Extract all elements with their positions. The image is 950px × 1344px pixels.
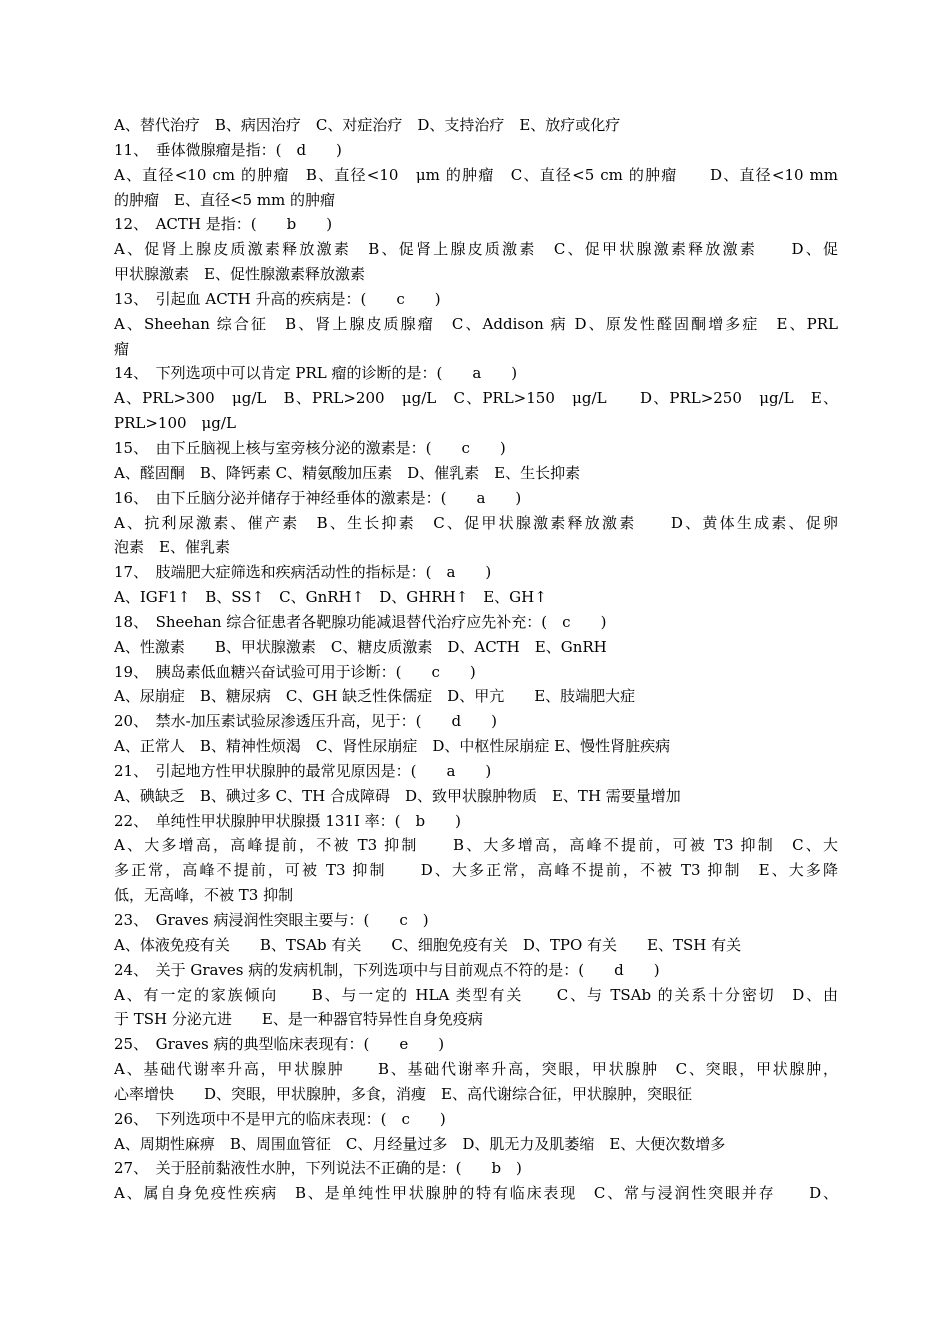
text-line-18: 泡素 E、催乳素 (114, 538, 230, 557)
text-line-6: A、促肾上腺皮质激素释放激素 B、促肾上腺皮质激素 C、促甲状腺激素释放激素 D、促 (114, 240, 838, 259)
text-line-22: A、性激素 B、甲状腺激素 C、糖皮质激素 D、ACTH E、GnRH (114, 637, 607, 656)
text-line-20: A、IGF1↑ B、SS↑ C、GnRH↑ D、GHRH↑ E、GH↑ (114, 588, 547, 607)
question-27: 27、 关于胫前黏液性水肿，下列说法不正确的是：( b ) (114, 1159, 522, 1178)
question-24: 24、 关于 Graves 病的发病机制，下列选项中与目前观点不符的是：( d ) (114, 960, 660, 979)
question-26: 26、 下列选项中不是甲亢的临床表现：( c ) (114, 1109, 446, 1128)
text-line-3: A、直径<10 cm 的肿瘤 B、直径<10 μm 的肿瘤 C、直径<5 cm 的肿瘤 D、直径<10 mm (114, 165, 838, 184)
text-line-26: A、正常人 B、精神性烦渴 C、肾性尿崩症 D、中枢性尿崩症 E、慢性肾脏疾病 (114, 737, 671, 756)
question-22: 22、 单纯性甲状腺肿甲状腺摄 131I 率：( b ) (114, 811, 461, 830)
text-line-4: 的肿瘤 E、直径<5 mm 的肿瘤 (114, 190, 336, 209)
text-line-40: 心率增快 D、突眼，甲状腺肿，多食，消瘦 E、高代谢综合征，甲状腺肿，突眼征 (114, 1084, 692, 1103)
question-23: 23、 Graves 病浸润性突眼主要与：( c ) (114, 911, 429, 929)
question-15: 15、 由下丘脑视上核与室旁核分泌的激素是：( c ) (114, 438, 506, 457)
question-21: 21、 引起地方性甲状腺肿的最常见原因是：( a ) (114, 761, 492, 780)
question-17: 17、 肢端肥大症筛选和疾病活动性的指标是：( a ) (114, 563, 492, 582)
question-20: 20、 禁水-加压素试验尿渗透压升高，见于：( d ) (114, 712, 497, 731)
text-line-32: 低，无高峰，不被 T3 抑制 (114, 886, 294, 905)
text-line-10: 瘤 (114, 339, 130, 358)
text-line-1: A、替代治疗 B、病因治疗 C、对症治疗 D、支持治疗 E、放疗或化疗 (114, 116, 621, 134)
text-line-12: A、PRL>300 μg/L B、PRL>200 μg/L C、PRL>150 μg/L D、PRL>250 μg/L E、 (114, 389, 838, 408)
text-line-7: 甲状腺激素 E、促性腺激素释放激素 (114, 265, 365, 284)
text-line-30: A、大多增高，高峰提前，不被 T3 抑制 B、大多增高，高峰不提前，可被 T3 抑制 C、大 (114, 836, 838, 855)
text-line-9: A、Sheehan 综合征 B、肾上腺皮质腺瘤 C、Addison 病 D、原发性醛固酮增多症 E、PRL (114, 314, 838, 333)
question-18: 18、 Sheehan 综合征患者各靶腺功能减退替代治疗应先补充：( c ) (114, 612, 607, 631)
question-12: 12、 ACTH 是指：( b ) (114, 215, 333, 234)
text-line-13: PRL>100 μg/L (114, 414, 236, 433)
text-line-34: A、体液免疫有关 B、TSAb 有关 C、细胞免疫有关 D、TPO 有关 E、TSH 有关 (114, 935, 742, 954)
question-14: 14、 下列选项中可以肯定 PRL 瘤的诊断的是：( a ) (114, 364, 518, 383)
question-16: 16、 由下丘脑分泌并储存于神经垂体的激素是：( a ) (114, 488, 522, 507)
text-line-36: A、有一定的家族倾向 B、与一定的 HLA 类型有关 C、与 TSAb 的关系十分密切 D、由 (114, 985, 838, 1004)
text-line-44: A、属自身免疫性疾病 B、是单纯性甲状腺肿的特有临床表现 C、常与浸润性突眼并存 D、 (114, 1184, 838, 1203)
text-line-28: A、碘缺乏 B、碘过多 C、TH 合成障碍 D、致甲状腺肿物质 E、TH 需要量增加 (114, 786, 681, 805)
text-line-31: 多正常，高峰不提前，可被 T3 抑制 D、大多正常，高峰不提前，不被 T3 抑制 E、大多降 (114, 861, 838, 880)
question-11: 11、 垂体微腺瘤是指：( d ) (114, 140, 342, 159)
text-line-39: A、基础代谢率升高，甲状腺肿 B、基础代谢率升高，突眼，甲状腺肿 C、突眼，甲状腺肿， (114, 1060, 838, 1079)
document-page (114, 113, 838, 1206)
text-line-24: A、尿崩症 B、糖尿病 C、GH 缺乏性侏儒症 D、甲亢 E、肢端肥大症 (114, 687, 636, 706)
question-13: 13、 引起血 ACTH 升高的疾病是：( c ) (114, 289, 441, 308)
text-line-37: 于 TSH 分泌亢进 E、是一种器官特异性自身免疫病 (114, 1010, 483, 1029)
question-19: 19、 胰岛素低血糖兴奋试验可用于诊断：( c ) (114, 662, 476, 681)
text-line-17: A、抗利尿激素、催产素 B、生长抑素 C、促甲状腺激素释放激素 D、黄体生成素、促卵 (114, 513, 838, 532)
text-line-15: A、醛固酮 B、降钙素 C、精氨酸加压素 D、催乳素 E、生长抑素 (114, 463, 581, 482)
question-25: 25、 Graves 病的典型临床表现有：( e ) (114, 1035, 445, 1054)
text-line-42: A、周期性麻痹 B、周围血管征 C、月经量过多 D、肌无力及肌萎缩 E、大便次数增多 (114, 1134, 726, 1153)
